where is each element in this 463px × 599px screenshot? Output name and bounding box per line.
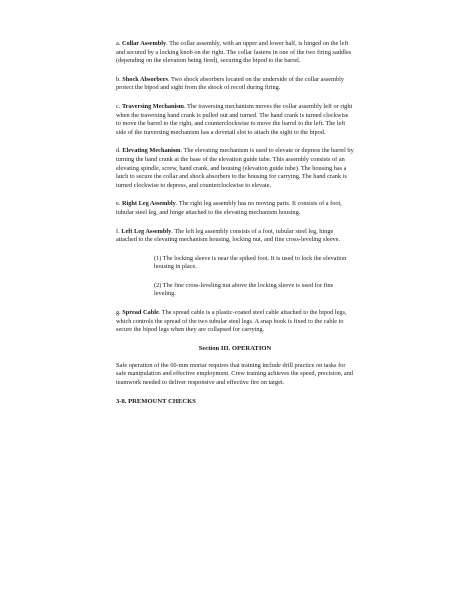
item-text: . The traversing mechanism moves the collar assembly left or right when the traversing hand crank is pulled out and turned. The hand crank is turned clockwise to move the barrel to the right, and counterclockwise to move the barrel to the left. The left side of the traversing mechanism has a dovetail slot to attach the sight to the bipod. [116,102,353,136]
item-text: . The spread cable is a plastic-coated steel cable attached to the bipod legs, which controls the spread of the two tubular steel legs. A snap hook is fixed to the cable to secure the bipod legs when they are collapsed for carrying. [116,309,347,334]
item-letter: d. [116,147,123,155]
item-letter: c. [116,102,122,110]
operation-paragraph: Safe operation of the 60-mm mortar requires that training include drill practice on tasks for safe manipulation and effective employment. Crew training achieves the speed, precision, and teamwork needed to deliver responsive and effective fire on target. [116,361,353,387]
subparagraph-locking-sleeve: (1) The locking sleeve is near the spiked foot. It is used to lock the elevation housing in place. [154,254,347,271]
item-term: Elevating Mechanism [122,147,181,155]
paragraph-left-leg-assembly [116,228,354,245]
item-text: . The collar assembly, with an upper and lower half, is hinged on the left and secured by a locking knob on the right. The collar fastens in one of the two firing saddles (depending on the elevation being fired), securing the bipod to the barrel. [116,40,352,65]
item-term: Right Leg Assembly [121,200,176,208]
item-term: Traversing Mechanism [121,102,184,110]
item-term: Collar Assembly [121,40,167,47]
item-letter: e. [116,200,122,208]
item-letter: f. [116,227,122,235]
premount-checks-heading: 3-8. PREMOUNT CHECKS [116,397,196,405]
section-heading: Section III. OPERATION [198,344,272,352]
subparagraph-cross-leveling-nut: (2) The fine cross-leveling nut above the locking sleeve is used for fine leveling. [154,281,334,298]
item-text: . The right leg assembly has no moving parts. It consists of a foot, tubular steel leg, and hinge attached to the elevating mechanism housing. [116,200,342,216]
paragraph-right-leg-assembly [116,200,354,217]
item-letter: b. [116,75,123,83]
paragraph-traversing-mechanism [116,103,354,137]
item-text: . The elevating mechanism is used to elevate or depress the barrel by turning the hand crank at the base of the elevation guide tube. This assembly consists of an elevating spindle, screw, hand crank, and housing (elevation guide tube). The housing has a latch to secure the collar and shock absorbers to the housing for carrying. The hand crank is turned clockwise to depress, and counterclockwise to elevate. [116,147,354,189]
item-term: Left Leg Assembly [121,227,172,235]
item-letter: g. [116,309,123,317]
item-letter: a. [116,40,122,47]
paragraph-elevating-mechanism [116,147,354,190]
item-term: Spread Cable [122,309,159,317]
item-text: . The left leg assembly consists of a foot, tubular steel leg, hinge attached to the elevating mechanism housing, locking nut, and fine cross-leveling sleeve. [116,227,341,244]
paragraph-spread-cable [116,309,354,335]
item-term: Shock Absorbers [122,75,168,83]
paragraph-collar-assembly [116,40,354,66]
paragraph-shock-absorbers [116,76,354,93]
document-body [116,40,354,405]
item-text: . Two shock absorbers located on the underside of the collar assembly protect the bipod and sight from the shock of recoil during firing. [116,75,345,92]
